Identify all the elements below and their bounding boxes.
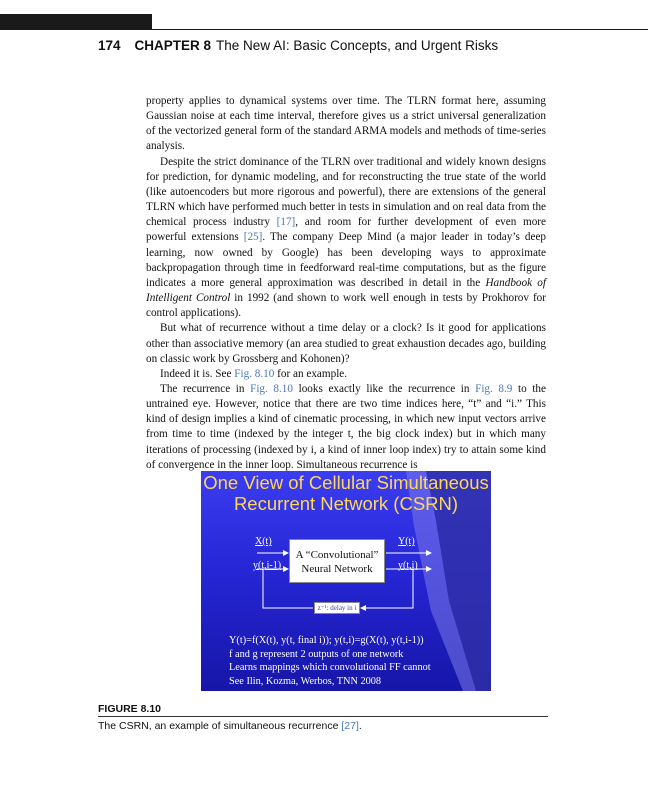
reference-link-17[interactable]: [17] [276, 216, 296, 229]
paragraph-3: But what of recurrence without a time delay or a clock? Is it good for applications other than associative memory (an area studied to great exhaustion decades ago, building on classic work by Grossberg and Kohonen)? [146, 322, 546, 365]
equation-line-1: Y(t)=f(X(t), y(t, final i)); y(t,i)=g(X(t), y(t,i-1)) [229, 635, 424, 646]
running-header [98, 38, 498, 53]
header-rule [152, 29, 648, 30]
text-span: looks exactly like the recurrence in [293, 382, 476, 395]
book-title: Handbook of Intelligent Control [146, 276, 546, 305]
output-label-state: y(t,i) [398, 560, 418, 571]
paragraph-4 [146, 367, 546, 382]
equation-line-4: See Ilin, Kozma, Werbos, TNN 2008 [229, 675, 382, 687]
network-box-line-1: A “Convolutional” [295, 549, 379, 561]
paragraph-2 [146, 155, 546, 322]
caption-end: . [358, 720, 362, 732]
slide-equations [229, 634, 431, 688]
text-span: . The company Deep Mind (a major leader in today’s deep learning, now owned by Google) has been developing ways to approximate backpropagation through time in feedforward real-time computations, but as the figure indicates a more general approximation was described in detail in the [146, 231, 546, 289]
text-span: Indeed it is. See [160, 367, 235, 380]
figure-link-8-10[interactable]: Fig. 8.10 [234, 367, 275, 380]
text-span: , and room for further development of even more powerful extensions [146, 216, 546, 244]
text-span: Despite the strict dominance of the TLRN over traditional and widely known designs for prediction, for dynamic modeling, and for reconstructing the true state of the world (like autoencoders but more rigorous and powerful), there are extensions of the general TLRN which have performed much better in tests in simulation and on real data from the chemical process industry [146, 155, 546, 229]
text-span: The recurrence in [160, 382, 251, 395]
caption-text: The CSRN, an example of simultaneous recurrence [98, 720, 342, 732]
network-box-line-2: Neural Network [301, 563, 373, 575]
paragraph-5 [146, 382, 546, 473]
input-label-y: y(t,i-1) [253, 560, 282, 571]
text-span: in 1992 (and shown to work well enough in tests by Prokhorov for control applications). [146, 292, 546, 320]
figure-8-10-slide [201, 471, 491, 691]
figure-caption [98, 720, 362, 732]
figure-label: FIGURE 8.10 [98, 703, 162, 715]
slide-title-line-2: Recurrent Network (CSRN) [233, 493, 459, 514]
chapter-label: CHAPTER 8 [134, 38, 212, 53]
delay-box: z⁻¹: delay in i [314, 602, 360, 614]
equation-line-3: Learns mappings which convolutional FF cannot [229, 662, 431, 673]
page-number: 174 [98, 38, 121, 53]
header-bar [0, 14, 152, 30]
equation-line-2: f and g represent 2 outputs of one network [229, 648, 404, 660]
reference-link-25[interactable]: [25] [243, 231, 263, 244]
input-label-x: X(t) [255, 536, 272, 547]
text-span: to the untrained eye. However, notice that there are two time indices here, “t” and “i.” This kind of design implies a kind of cinematic processing, in which new input vectors arrive from time to time (indexed by the integer t, the big clock index) but in which many iterations of processing (indexed by i, a kind of inner loop index) try to attain some kind of convergence in the inner loop. Simultaneous recurrence is [146, 382, 546, 471]
slide-title-line-1: One View of Cellular Simultaneous [203, 472, 489, 493]
chapter-title: The New AI: Basic Concepts, and Urgent Risks [216, 38, 499, 53]
reference-link-27[interactable]: [27] [341, 720, 359, 732]
caption-rule [98, 716, 548, 717]
figure-link-8-9[interactable]: Fig. 8.9 [475, 382, 513, 395]
network-box [289, 539, 385, 583]
text-span: for an example. [274, 367, 348, 380]
output-label-y: Y(t) [398, 536, 415, 547]
body-text [146, 94, 546, 473]
paragraph-1: property applies to dynamical systems over time. The TLRN format here, assuming Gaussian noise at each time interval, therefore gives us a strict universal generalization of the vectorized general form of the standard ARMA models and methods of time-series analysis. [146, 95, 546, 153]
figure-link-8-10[interactable]: Fig. 8.10 [250, 382, 293, 395]
